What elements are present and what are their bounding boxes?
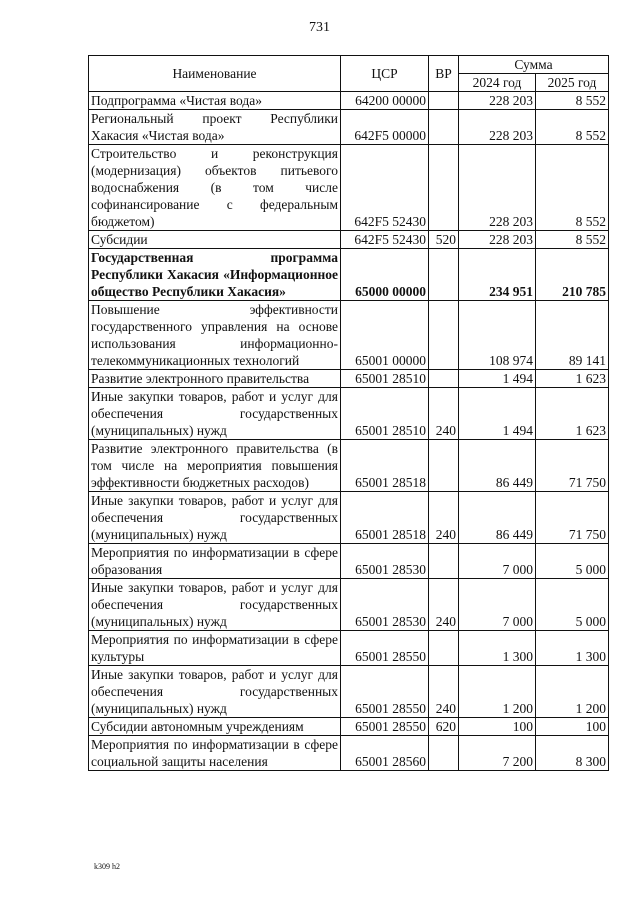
row-sum-2025: 8 552 xyxy=(536,231,609,249)
row-sum-2024: 1 494 xyxy=(459,388,536,440)
table-row xyxy=(89,736,609,771)
budget-table xyxy=(88,55,609,771)
row-vr xyxy=(429,110,459,145)
table-row xyxy=(89,579,609,631)
row-vr xyxy=(429,440,459,492)
header-sum: Сумма xyxy=(459,56,609,74)
row-sum-2025: 5 000 xyxy=(536,579,609,631)
row-sum-2024: 7 200 xyxy=(459,736,536,771)
row-vr xyxy=(429,145,459,231)
header-year-2025: 2025 год xyxy=(536,74,609,92)
row-vr: 240 xyxy=(429,492,459,544)
table-row xyxy=(89,492,609,544)
row-vr: 620 xyxy=(429,718,459,736)
row-vr: 520 xyxy=(429,231,459,249)
row-sum-2024: 86 449 xyxy=(459,492,536,544)
row-name: Строительство и реконструкция (модернизация) объектов питьевого водоснабжения (в том числе софинансирование с федеральным бюджетом) xyxy=(89,145,341,231)
row-sum-2024: 228 203 xyxy=(459,92,536,110)
row-name: Подпрограмма «Чистая вода» xyxy=(89,92,341,110)
row-name: Мероприятия по информатизации в сфере культуры xyxy=(89,631,341,666)
row-sum-2025: 5 000 xyxy=(536,544,609,579)
table-row xyxy=(89,231,609,249)
row-sum-2024: 234 951 xyxy=(459,249,536,301)
row-sum-2024: 228 203 xyxy=(459,145,536,231)
header-vr: ВР xyxy=(429,56,459,92)
header-year-2024: 2024 год xyxy=(459,74,536,92)
row-vr xyxy=(429,249,459,301)
row-sum-2025: 1 300 xyxy=(536,631,609,666)
row-sum-2024: 228 203 xyxy=(459,231,536,249)
row-sum-2024: 100 xyxy=(459,718,536,736)
row-csr: 65001 28518 xyxy=(341,440,429,492)
table-row xyxy=(89,301,609,370)
header-name: Наименование xyxy=(89,56,341,92)
table-row xyxy=(89,544,609,579)
row-csr: 65001 00000 xyxy=(341,301,429,370)
row-csr: 65001 28550 xyxy=(341,666,429,718)
table-body xyxy=(89,92,609,771)
row-csr: 65001 28510 xyxy=(341,370,429,388)
row-name: Субсидии автономным учреждениям xyxy=(89,718,341,736)
row-sum-2024: 108 974 xyxy=(459,301,536,370)
row-name: Мероприятия по информатизации в сфере социальной защиты населения xyxy=(89,736,341,771)
row-csr: 642F5 52430 xyxy=(341,231,429,249)
row-sum-2025: 1 623 xyxy=(536,388,609,440)
row-sum-2025: 71 750 xyxy=(536,440,609,492)
row-sum-2024: 1 200 xyxy=(459,666,536,718)
table-row xyxy=(89,666,609,718)
row-csr: 65001 28560 xyxy=(341,736,429,771)
row-csr: 642F5 00000 xyxy=(341,110,429,145)
row-csr: 65001 28530 xyxy=(341,544,429,579)
table-row xyxy=(89,249,609,301)
row-csr: 65001 28550 xyxy=(341,718,429,736)
row-csr: 642F5 52430 xyxy=(341,145,429,231)
row-name: Иные закупки товаров, работ и услуг для обеспечения государственных (муниципальных) нужд xyxy=(89,492,341,544)
row-name: Региональный проект Республики Хакасия «Чистая вода» xyxy=(89,110,341,145)
table-row xyxy=(89,145,609,231)
row-sum-2025: 8 552 xyxy=(536,110,609,145)
row-vr: 240 xyxy=(429,579,459,631)
page-number: 731 xyxy=(309,20,330,35)
row-sum-2024: 86 449 xyxy=(459,440,536,492)
row-vr: 240 xyxy=(429,666,459,718)
row-name: Иные закупки товаров, работ и услуг для обеспечения государственных (муниципальных) нужд xyxy=(89,388,341,440)
table-row xyxy=(89,631,609,666)
row-sum-2025: 100 xyxy=(536,718,609,736)
row-sum-2024: 7 000 xyxy=(459,579,536,631)
row-vr xyxy=(429,370,459,388)
row-csr: 65000 00000 xyxy=(341,249,429,301)
row-sum-2025: 89 141 xyxy=(536,301,609,370)
row-csr: 65001 28510 xyxy=(341,388,429,440)
row-name: Мероприятия по информатизации в сфере образования xyxy=(89,544,341,579)
row-sum-2025: 8 552 xyxy=(536,92,609,110)
row-csr: 65001 28550 xyxy=(341,631,429,666)
footer-code: k309 h2 xyxy=(94,862,120,871)
row-name: Повышение эффективности государственного управления на основе использования информационно-телекоммуникационных технологий xyxy=(89,301,341,370)
table-row xyxy=(89,370,609,388)
row-sum-2025: 1 623 xyxy=(536,370,609,388)
row-name: Развитие электронного правительства (в том числе на мероприятия повышения эффективности бюджетных расходов) xyxy=(89,440,341,492)
row-csr: 64200 00000 xyxy=(341,92,429,110)
row-sum-2025: 210 785 xyxy=(536,249,609,301)
row-name: Иные закупки товаров, работ и услуг для обеспечения государственных (муниципальных) нужд xyxy=(89,666,341,718)
row-sum-2024: 228 203 xyxy=(459,110,536,145)
table-row xyxy=(89,110,609,145)
row-csr: 65001 28530 xyxy=(341,579,429,631)
row-vr xyxy=(429,736,459,771)
row-sum-2025: 8 300 xyxy=(536,736,609,771)
row-sum-2025: 1 200 xyxy=(536,666,609,718)
row-vr: 240 xyxy=(429,388,459,440)
row-sum-2025: 71 750 xyxy=(536,492,609,544)
row-name: Иные закупки товаров, работ и услуг для обеспечения государственных (муниципальных) нужд xyxy=(89,579,341,631)
row-csr: 65001 28518 xyxy=(341,492,429,544)
row-name: Развитие электронного правительства xyxy=(89,370,341,388)
row-vr xyxy=(429,631,459,666)
row-vr xyxy=(429,301,459,370)
row-name: Субсидии xyxy=(89,231,341,249)
row-sum-2024: 1 494 xyxy=(459,370,536,388)
row-sum-2025: 8 552 xyxy=(536,145,609,231)
row-vr xyxy=(429,544,459,579)
table-row xyxy=(89,718,609,736)
row-vr xyxy=(429,92,459,110)
table-row xyxy=(89,388,609,440)
row-name: Государственная программа Республики Хакасия «Информационное общество Республики Хакасия» xyxy=(89,249,341,301)
row-sum-2024: 1 300 xyxy=(459,631,536,666)
table-row xyxy=(89,92,609,110)
table-row xyxy=(89,440,609,492)
header-csr: ЦСР xyxy=(341,56,429,92)
row-sum-2024: 7 000 xyxy=(459,544,536,579)
